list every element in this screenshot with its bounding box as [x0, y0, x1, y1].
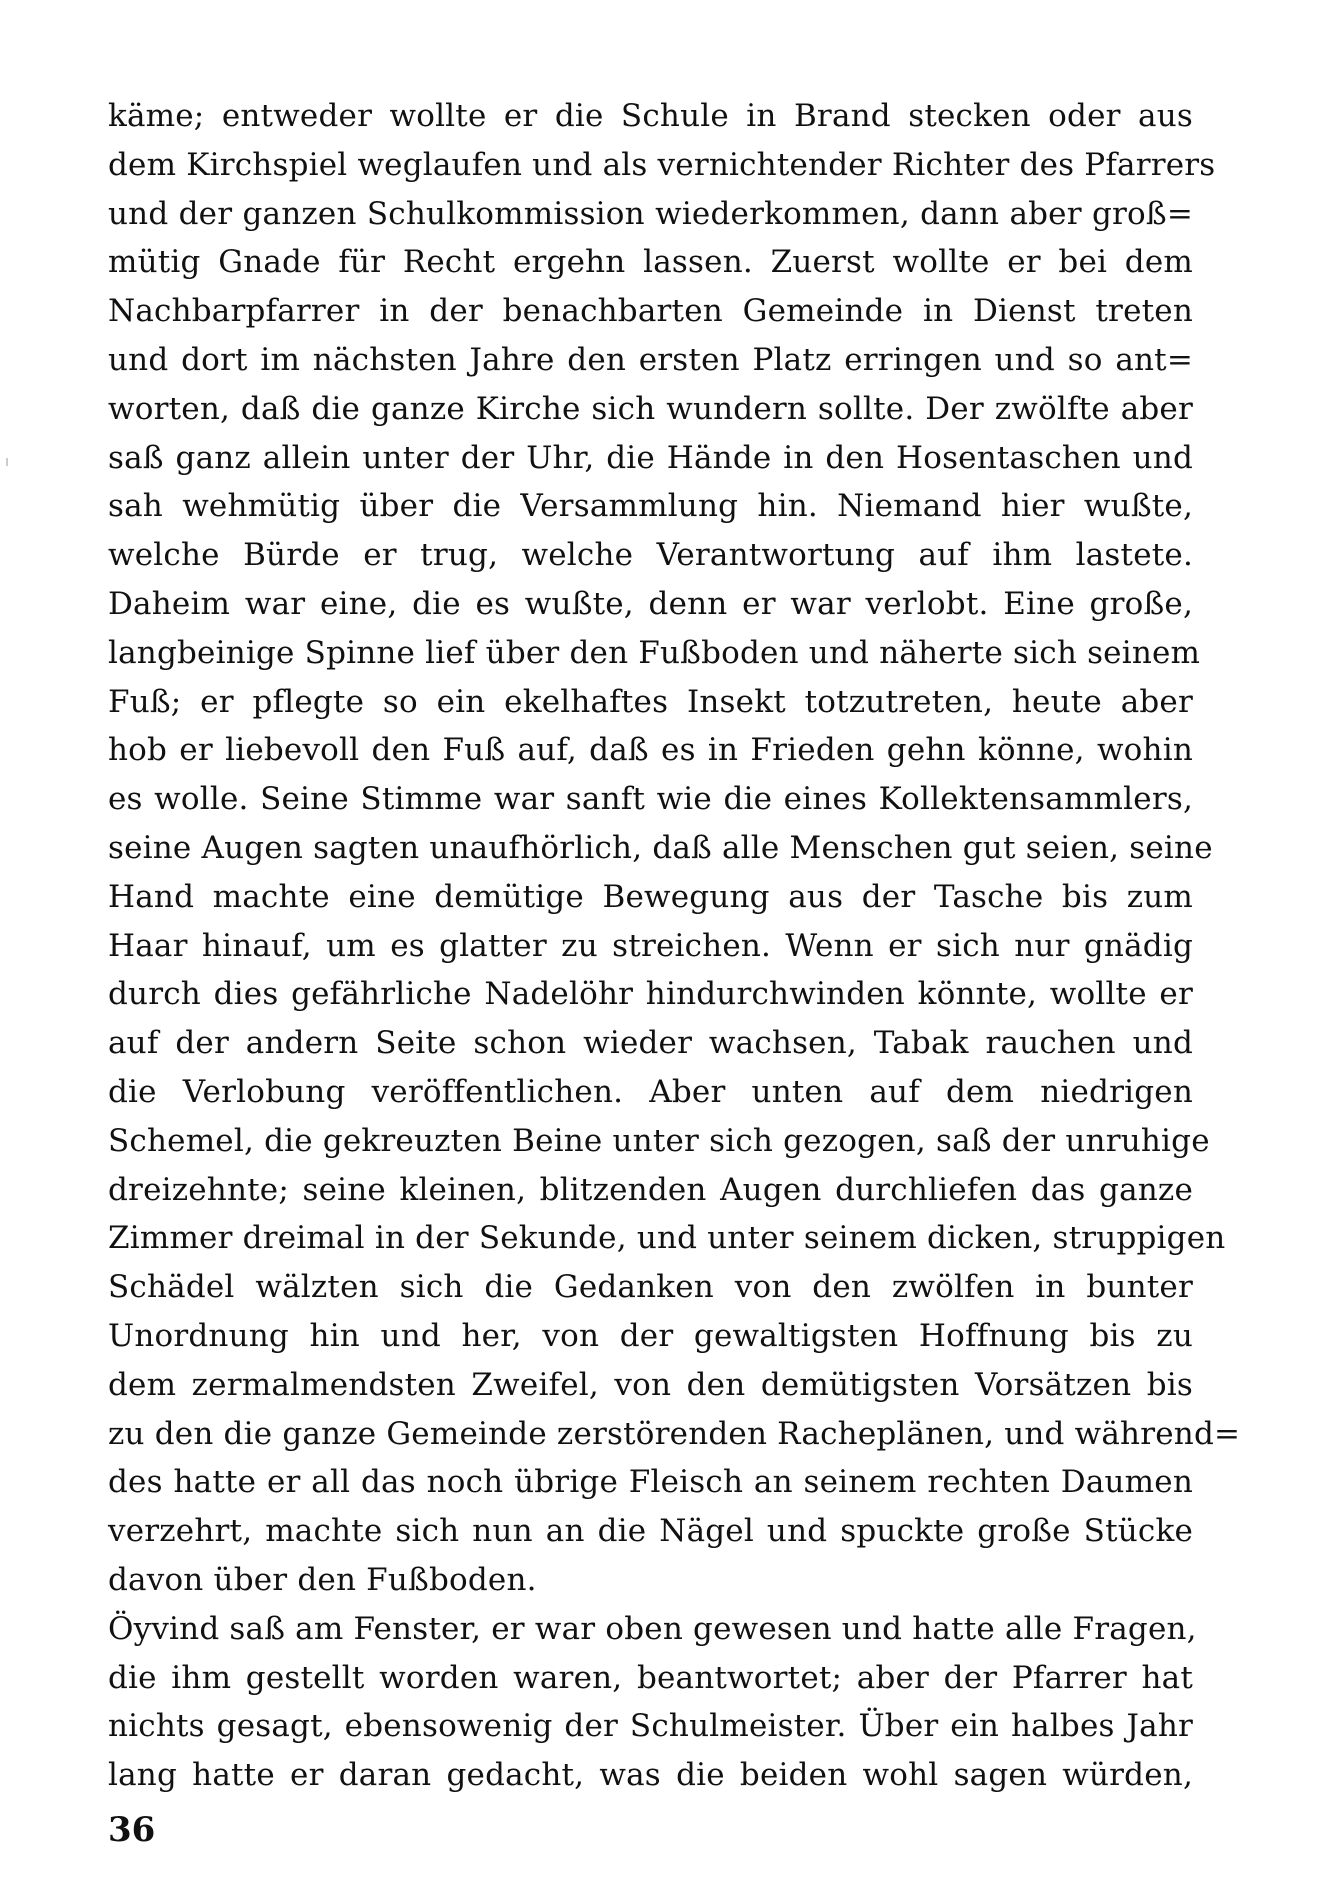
- text-line: und dort im nächsten Jahre den ersten Platz erringen und so ant=: [108, 341, 1193, 378]
- text-line: es wolle. Seine Stimme war sanft wie die eines Kollektensammlers,: [108, 781, 1193, 818]
- text-line: zu den die ganze Gemeinde zerstörenden Racheplänen, und während=: [108, 1415, 1241, 1452]
- page-number: 36: [108, 1810, 156, 1850]
- paragraph-end-line: davon über den Fußboden.: [108, 1561, 537, 1598]
- text-line: langbeinige Spinne lief über den Fußboden und näherte sich seinem: [108, 634, 1201, 671]
- text-line: Nachbarpfarrer in der benachbarten Gemeinde in Dienst treten: [108, 293, 1193, 330]
- body-text: [108, 92, 1241, 1800]
- text-line: auf der andern Seite schon wieder wachsen, Tabak rauchen und: [108, 1025, 1193, 1062]
- text-line: Schädel wälzten sich die Gedanken von den zwölfen in bunter: [108, 1269, 1193, 1306]
- text-line: seine Augen sagten unaufhörlich, daß alle Menschen gut seien, seine: [108, 829, 1213, 866]
- text-line: hob er liebevoll den Fuß auf, daß es in Frieden gehn könne, wohin: [108, 732, 1193, 769]
- text-line: Zimmer dreimal in der Sekunde, und unter seinem dicken, struppigen: [108, 1220, 1226, 1257]
- text-line: dreizehnte; seine kleinen, blitzenden Augen durchliefen das ganze: [108, 1171, 1193, 1208]
- text-line: Daheim war eine, die es wußte, denn er war verlobt. Eine große,: [108, 585, 1193, 622]
- text-line: Hand machte eine demütige Bewegung aus der Tasche bis zum: [108, 878, 1193, 915]
- text-line: Unordnung hin und her, von der gewaltigsten Hoffnung bis zu: [108, 1317, 1193, 1354]
- text-line: dem zermalmendsten Zweifel, von den demütigsten Vorsätzen bis: [108, 1366, 1193, 1403]
- text-line: dem Kirchspiel weglaufen und als vernichtender Richter des Pfarrers: [108, 146, 1216, 183]
- text-line: lang hatte er daran gedacht, was die beiden wohl sagen würden,: [108, 1757, 1193, 1794]
- text-line: Schemel, die gekreuzten Beine unter sich gezogen, saß der unruhige: [108, 1122, 1210, 1159]
- text-line: Haar hinauf, um es glatter zu streichen. Wenn er sich nur gnädig: [108, 927, 1193, 964]
- text-line: worten, daß die ganze Kirche sich wundern sollte. Der zwölfte aber: [108, 390, 1193, 427]
- text-line: sah wehmütig über die Versammlung hin. Niemand hier wußte,: [108, 488, 1193, 525]
- text-line: und der ganzen Schulkommission wiederkommen, dann aber groß=: [108, 195, 1193, 232]
- text-line: nichts gesagt, ebensowenig der Schulmeister. Über ein halbes Jahr: [108, 1708, 1193, 1745]
- text-line: die Verlobung veröffentlichen. Aber unten auf dem niedrigen: [108, 1073, 1193, 1110]
- text-line: käme; entweder wollte er die Schule in Brand stecken oder aus: [108, 98, 1193, 134]
- text-line: durch dies gefährliche Nadelöhr hindurchwinden könnte, wollte er: [108, 976, 1193, 1013]
- text-line: verzehrt, machte sich nun an die Nägel und spuckte große Stücke: [108, 1513, 1193, 1550]
- text-line: Öyvind saß am Fenster, er war oben gewesen und hatte alle Fragen,: [108, 1610, 1197, 1647]
- margin-speck: [6, 458, 8, 466]
- text-line: Fuß; er pflegte so ein ekelhaftes Insekt totzutreten, heute aber: [108, 683, 1193, 720]
- text-line: welche Bürde er trug, welche Verantwortung auf ihm lastete.: [108, 537, 1193, 574]
- text-line: saß ganz allein unter der Uhr, die Hände in den Hosentaschen und: [108, 439, 1193, 476]
- text-line: die ihm gestellt worden waren, beantwortet; aber der Pfarrer hat: [108, 1659, 1193, 1696]
- text-line: mütig Gnade für Recht ergehn lassen. Zuerst wollte er bei dem: [108, 244, 1193, 281]
- text-line: des hatte er all das noch übrige Fleisch an seinem rechten Daumen: [108, 1464, 1193, 1501]
